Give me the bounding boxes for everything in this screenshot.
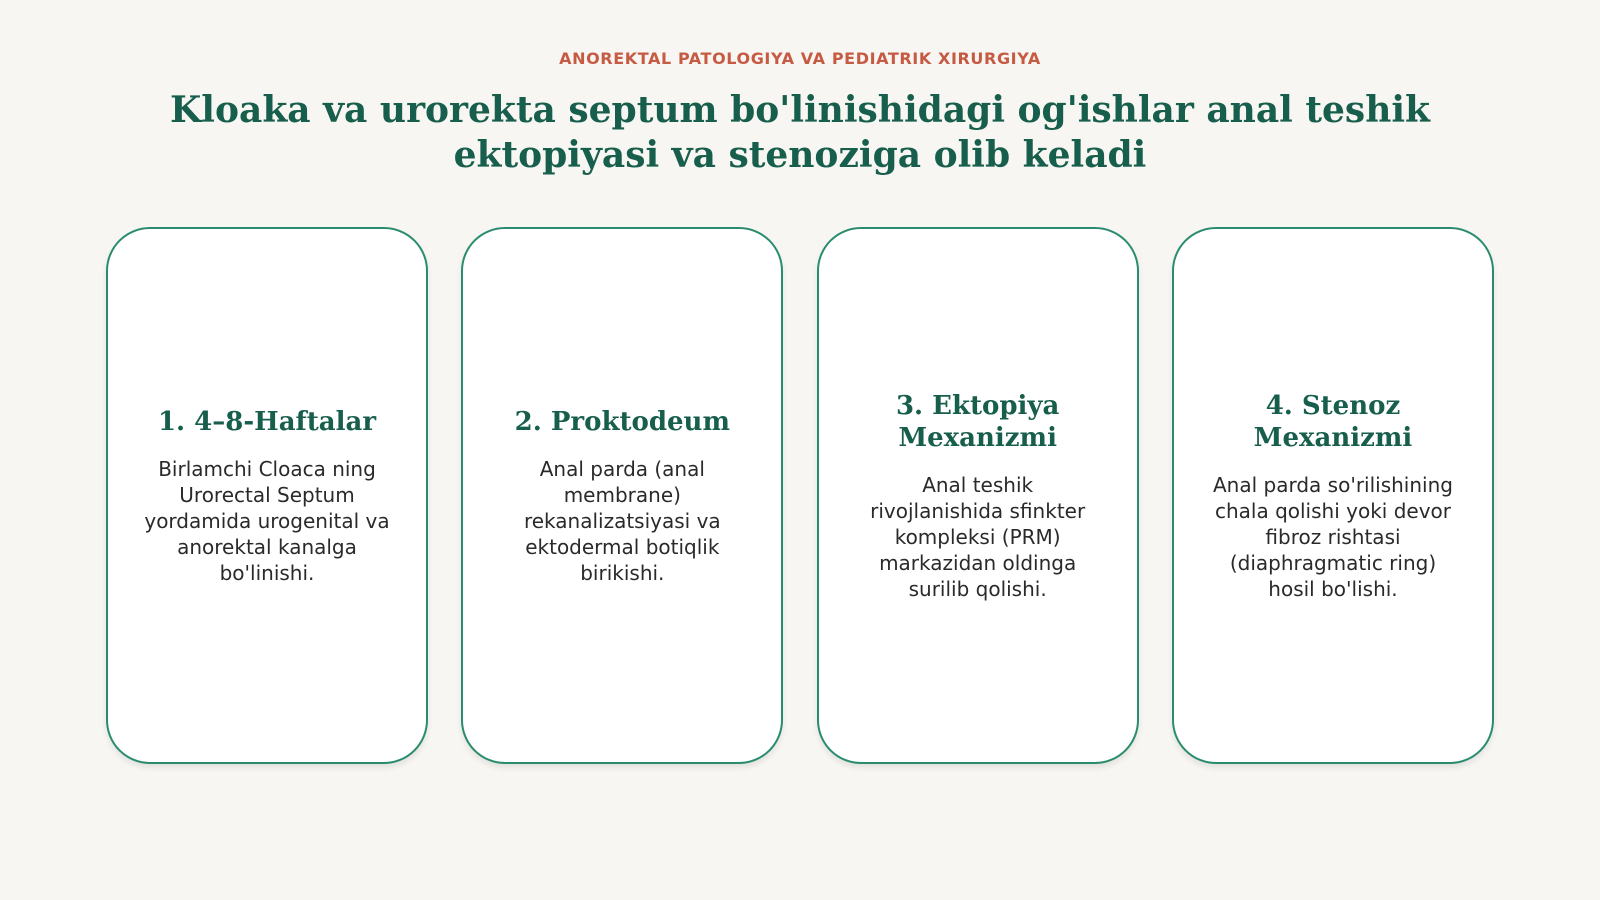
card-step-4 [1172,227,1494,764]
card-title: 4. Stenoz Mexanizmi [1253,390,1413,453]
page-title: Kloaka va urorekta septum bo'linishidagi og'ishlar anal teshik ektopiyasi va stenoziga olib keladi [170,89,1430,176]
card-text: Anal parda so'rilishining chala qolishi yoki devor fibroz rishtasi (diaphragmatic ring) hosil bo'lishi. [1213,472,1453,601]
card-title: 1. 4–8-Haftalar [157,406,377,437]
eyebrow-label: ANOREKTAL PATOLOGIYA VA PEDIATRIK XIRURGIYA [559,49,1041,68]
card-step-3 [817,227,1139,764]
card-text: Anal teshik rivojlanishida sfinkter kompleksi (PRM) markazidan oldinga surilib qolishi. [870,472,1086,601]
card-title: 2. Proktodeum [514,406,730,437]
card-step-1 [106,227,428,764]
card-step-2 [461,227,783,764]
card-title: 3. Ektopiya Mexanizmi [895,390,1060,453]
card-text: Birlamchi Cloaca ning Urorectal Septum yordamida urogenital va anorektal kanalga bo'linishi. [144,456,390,585]
cards-row [106,227,1494,768]
card-text: Anal parda (anal membrane) rekanalizatsiyasi va ektodermal botiqlik birikishi. [523,456,721,585]
